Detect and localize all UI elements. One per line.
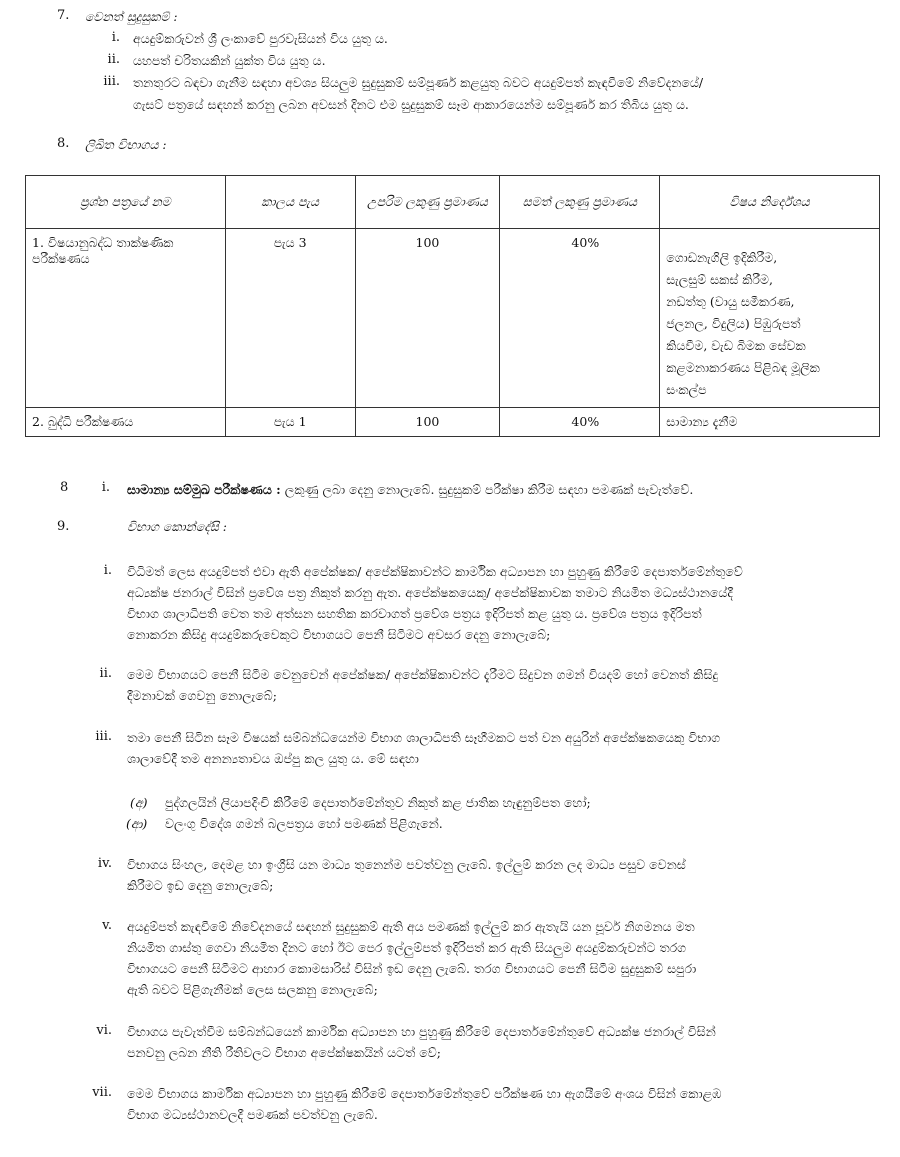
syllabus-line: සංකල්ප: [666, 382, 707, 397]
s9-iii-line: ශාලාවේදී තම අනන්‍යතාවය ඔප්පු කල යුතු ය. මේ සඳහා: [127, 751, 419, 766]
sub-item-a-label: (අ): [130, 795, 148, 810]
section-8-heading: ලිඛිත විභාගය :: [85, 137, 167, 152]
s9-v-line: ඇති බවට පිළිගැනීමක් ලෙස සලකනු නොලැබේ;: [127, 982, 378, 997]
row1-syllabus: [660, 229, 880, 408]
s9-item-vi-label: vi.: [96, 1023, 112, 1038]
s9-vi-line: විභාගය පැවැත්වීම සම්බන්ධයෙන් කාර්මික අධ්‍යාපන හා පුහුණු කිරීමේ දෙපාර්තමේන්තුවේ අධ්‍යක්ෂ ජනරාල් විසින්: [127, 1024, 716, 1039]
s9-item-ii-label: ii.: [99, 666, 112, 681]
s9-ii-line: මෙම විභාගයට පෙනී සිටීම වෙනුවෙන් අපේක්ෂක/ අපේක්ෂිකාවන්ට දැරීමට සිදුවන ගමන් වියදම් හෝ වෙනත් කිසිදු: [127, 667, 718, 682]
section-9-heading: විභාග කොන්දේසි :: [127, 519, 228, 534]
s7-item-iii-label: iii.: [103, 74, 120, 89]
s9-vi-line: පනවනු ලබන නීති රීතිවලට විභාග අපේක්ෂකයින් යටත් වේ;: [127, 1045, 441, 1060]
s9-iii-line: තමා පෙනී සිටින සෑම විෂයක් සම්බන්ධයෙන්ම විභාග ශාලාධිපති සෑහීමකට පත් වන අයුරින් අපේක්ෂකයෙකු විභාග: [127, 730, 721, 745]
section-8-number: 8.: [57, 136, 70, 151]
section-7-number: 7.: [57, 8, 70, 23]
row1-max: 100: [355, 229, 500, 408]
interview-text: ලකුණු ලබා දෙනු නොලැබේ. සුදුසුකම් පරීක්ෂා කිරීම සඳහා පමණක් පැවැත්වේ.: [284, 482, 694, 497]
s9-item-v-label: v.: [102, 918, 112, 933]
table-row: [26, 408, 880, 437]
s7-item-i-text: අයදුම්කරුවන් ශ්‍රී ලංකාවේ පුරවැසියන් විය යුතු ය.: [133, 31, 388, 46]
s9-v-line: අයදුම්පත් කැඳවීමේ නිවේදනයේ සඳහන් සුදුසුකම් ඇති අය පමණක් ඉල්ලුම් කර ඇතැයි යන පූර්ව නිගමනය මත: [127, 919, 695, 934]
header-syllabus: විෂය නිර්දේශය: [660, 176, 880, 229]
s9-i-line: අධ්‍යක්ෂ ජනරාල් විසින් ප්‍රවේශ පත්‍ර නිකුත් කරනු ඇත. අපේක්ෂකයෙකු/ අපේක්ෂිකාවක තමාට නියමිත මධ්‍යස්ථානයේදී: [127, 585, 733, 600]
row2-syllabus: සාමාන්‍ය දැනීම: [660, 408, 880, 437]
header-time: කාලය පැය: [225, 176, 355, 229]
sub-item-a-text: පුද්ගලයින් ලියාපදිංචි කිරීමේ දෙපාර්තමේන්තුව නිකුත් කළ ජාතික හැඳුනුම්පත හෝ;: [165, 795, 591, 810]
s7-item-iii-line1: තනතුරට බඳවා ගැනීම සඳහා අවශ්‍ය සියලුම සුදුසුකම් සම්පූර්ණ කළයුතු බවට අයදුම්පත් කැඳවීමේ නිවේදනයේ/: [133, 75, 704, 90]
s9-item-i-label: i.: [103, 563, 112, 578]
s9-i-line: විභාග ශාලාධිපති වෙත තම අත්සන සහතික කරවාගත් ප්‍රවේශ පත්‍රය ඉදිරිපත් කළ යුතු ය. ප්‍රවේශ පත්‍රය ඉදිරිපත්: [127, 606, 702, 621]
s7-item-i-label: i.: [111, 30, 120, 45]
section-8b-label: i.: [101, 480, 110, 495]
s7-item-iii-line2: ගැසට් පත්‍රයේ සඳහන් කරනු ලබන අවසන් දිනට එම සුදුසුකම් සෑම ආකාරයෙන්ම සම්පූර්ණ කර තිබිය යුතු ය.: [133, 97, 689, 112]
s9-iv-line: කිරීමට ඉඩ දෙනු නොලැබේ;: [127, 878, 274, 893]
row1-pass: 40%: [500, 229, 660, 408]
interview-heading: සාමාන්‍ය සම්මුඛ පරීක්ෂණය :: [127, 482, 281, 497]
table-header-row: [26, 176, 880, 229]
syllabus-line: කළමනාකරණය පිළිබඳ මූලික: [666, 360, 820, 375]
row2-time: පැය 1: [225, 408, 355, 437]
section-9-number: 9.: [57, 519, 70, 534]
syllabus-line: ජලනල, විදුලිය) පිඹුරුපත්: [666, 316, 801, 331]
s9-item-iv-label: iv.: [97, 856, 112, 871]
s9-vii-line: විභාග මධ්‍යස්ථානවලදී පමණක් පවත්වනු ලැබේ.: [127, 1107, 378, 1122]
s7-item-ii-text: යහපත් චරිතයකින් යුක්ත විය යුතු ය.: [133, 53, 326, 68]
section-7-heading: වෙනත් සුදුසුකම් :: [85, 9, 178, 24]
s9-iv-line: විභාගය සිංහල, දෙමළ හා ඉංග්‍රීසි යන මාධ්‍ය තුනෙන්ම පවත්වනු ලැබේ. ඉල්ලුම් කරන ලද මාධ්‍ය පසුව වෙනස්: [127, 857, 686, 872]
row1-paper-name: 1. විෂයානුබද්ධ තාක්ෂණික පරීක්ෂණය: [26, 229, 226, 408]
syllabus-line: සැලසුම් සකස් කිරීම,: [666, 272, 773, 287]
section-8b-number: 8: [60, 480, 69, 495]
s9-i-line: විධිමත් ලෙස අයදුම්පත් එවා ඇති අපේක්ෂක/ අපේක්ෂිකාවන්ට කාර්මික අධ්‍යාපන හා පුහුණු කිරීමේ දෙපාර්තමේන්තුවේ: [127, 564, 743, 579]
syllabus-line: නඩත්තු (වායු සමීකරණ,: [666, 294, 795, 309]
s9-i-line: නොකරන කිසිදු අයදුම්කරුවෙකුට විභාගයට පෙනී සිටීමට අවසර දෙනු නොලැබේ;: [127, 627, 551, 642]
sub-item-aa-label: (ආ): [126, 816, 148, 831]
sub-item-aa-text: වලංගු විදේශ ගමන් බලපත්‍රය හෝ පමණක් පිළිගැනේ.: [165, 816, 443, 831]
header-max-marks: උපරිම ලකුණු ප්‍රමාණය: [355, 176, 500, 229]
header-paper-name: ප්‍රශ්න පත්‍රයේ නම: [26, 176, 226, 229]
row1-time: පැය 3: [225, 229, 355, 408]
section-8b-text: [127, 479, 693, 500]
s9-ii-line: දීමනාවක් ගෙවනු නොලැබේ;: [127, 688, 277, 703]
row2-paper-name: 2. බුද්ධි පරීක්ෂණය: [26, 408, 226, 437]
s9-vii-line: මෙම විභාගය කාර්මික අධ්‍යාපන හා පුහුණු කිරීමේ දෙපාර්තමේන්තුවේ පරීක්ෂණ හා ඇගයීමේ අංශය විසින් කොළඹ: [127, 1086, 722, 1101]
row2-max: 100: [355, 408, 500, 437]
row2-pass: 40%: [500, 408, 660, 437]
s9-item-iii-label: iii.: [95, 729, 112, 744]
s9-item-vii-label: vii.: [92, 1085, 112, 1100]
written-exam-table: [25, 175, 880, 437]
syllabus-line: ගොඩනැගිලි ඉදිකිරීම,: [666, 250, 778, 265]
table-row: [26, 229, 880, 408]
s9-v-line: විභාගයට පෙනී සිටීමට ආහාර කොමසාරිස් විසින් ඉඩ දෙනු ලැබේ. තරග විභාගයට පෙනී සිටීම සුදුසුකම් සපුරා: [127, 961, 697, 976]
header-pass-marks: සමත් ලකුණු ප්‍රමාණය: [500, 176, 660, 229]
syllabus-line: කියවීම, වැඩ බිමක සේවක: [666, 338, 806, 353]
s9-v-line: නියමිත ගාස්තු ගෙවා නියමිත දිනට හෝ ඊට පෙර ඉල්ලුම්පත් ඉදිරිපත් කර ඇති සියලුම අයදුම්කරුවන්ට තරග: [127, 940, 687, 955]
s7-item-ii-label: ii.: [107, 52, 120, 67]
